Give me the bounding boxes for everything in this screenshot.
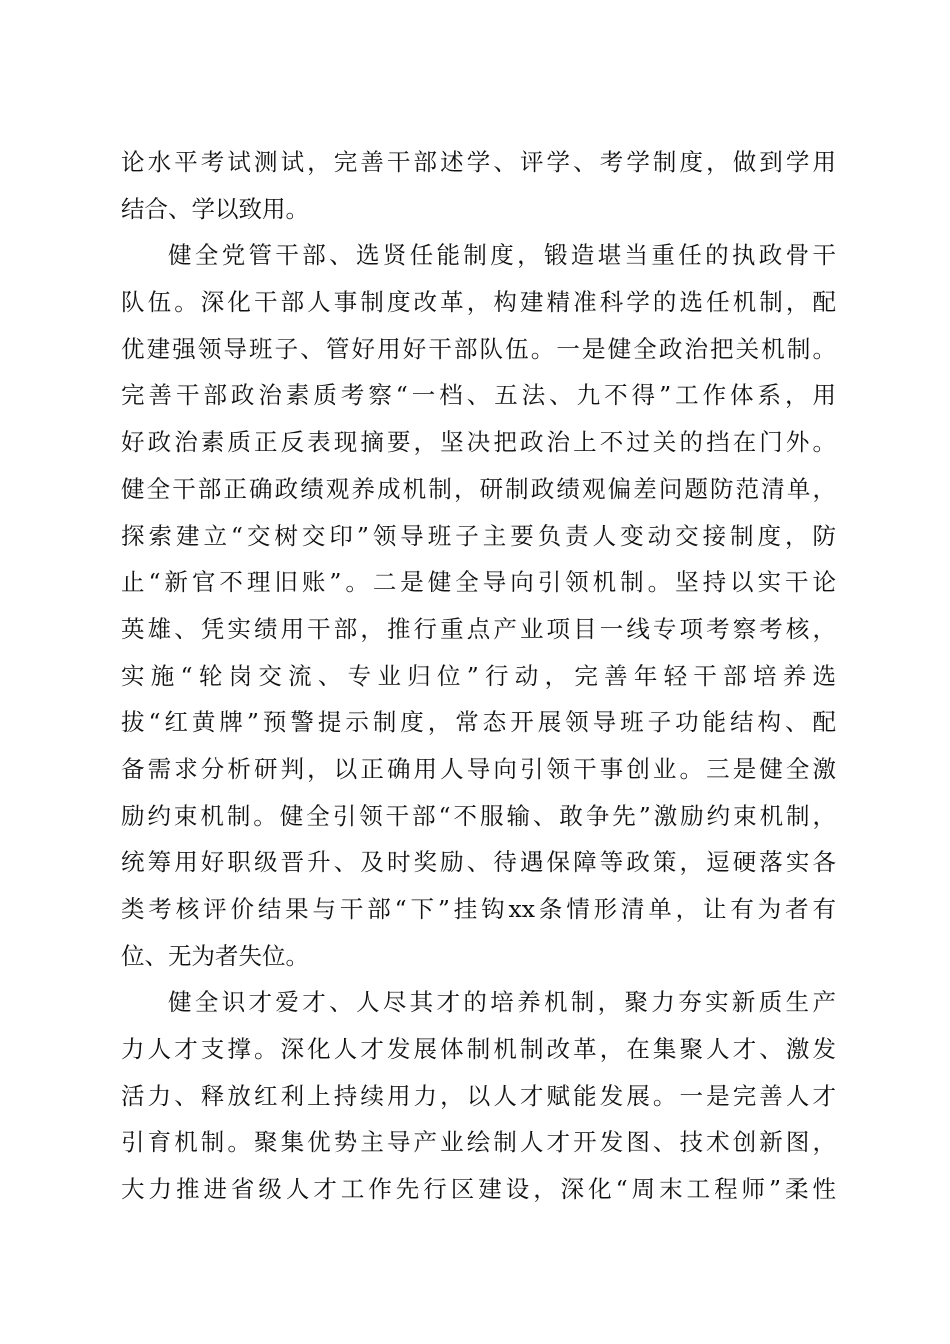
body-text: [121, 139, 836, 1213]
text-line: 探索建立“交树交印”领导班子主要负责人变动交接制度，防: [121, 521, 836, 550]
paragraph-first-line: 健全党管干部、选贤任能制度，锻造堪当重任的执政骨干: [168, 241, 836, 270]
text-line: 完善干部政治素质考察“一档、五法、九不得”工作体系，用: [121, 381, 836, 410]
text-line: 活力、释放红利上持续用力，以人才赋能发展。一是完善人才: [121, 1081, 836, 1110]
text-line: 拔“红黄牌”预警提示制度，常态开展领导班子功能结构、配: [121, 708, 836, 737]
text-line: 大力推进省级人才工作先行区建设，深化“周末工程师”柔性: [121, 1175, 836, 1204]
text-line: 力人才支撑。深化人才发展体制机制改革，在集聚人才、激发: [121, 1035, 836, 1064]
text-line: 止“新官不理旧账”。二是健全导向引领机制。坚持以实干论: [121, 568, 836, 597]
text-line: 英雄、凭实绩用干部，推行重点产业项目一线专项考察考核，: [121, 614, 836, 643]
text-line: 励约束机制。健全引领干部“不服输、敢争先”激励约束机制，: [121, 801, 836, 830]
text-line: 备需求分析研判，以正确用人导向引领干事创业。三是健全激: [121, 754, 836, 783]
text-line: 论水平考试测试，完善干部述学、评学、考学制度，做到学用: [121, 148, 836, 176]
text-line: 优建强领导班子、管好用好干部队伍。一是健全政治把关机制。: [121, 334, 836, 363]
text-line: 队伍。深化干部人事制度改革，构建精准科学的选任机制，配: [121, 288, 836, 317]
text-line: 健全干部正确政绩观养成机制，研制政绩观偏差问题防范清单，: [121, 474, 836, 503]
text-line: 位、无为者失位。: [121, 941, 309, 970]
text-line: 好政治素质正反表现摘要，坚决把政治上不过关的挡在门外。: [121, 428, 836, 457]
text-line: 结合、学以致用。: [121, 194, 309, 223]
text-line: 实施“轮岗交流、专业归位”行动，完善年轻干部培养选: [121, 661, 836, 690]
text-line: 类考核评价结果与干部“下”挂钩xx条情形清单，让有为者有: [121, 895, 836, 923]
text-line: 引育机制。聚集优势主导产业绘制人才开发图、技术创新图，: [121, 1128, 836, 1157]
text-line: 统筹用好职级晋升、及时奖励、待遇保障等政策，逗硬落实各: [121, 848, 836, 877]
paragraph-first-line: 健全识才爱才、人尽其才的培养机制，聚力夯实新质生产: [168, 988, 836, 1017]
